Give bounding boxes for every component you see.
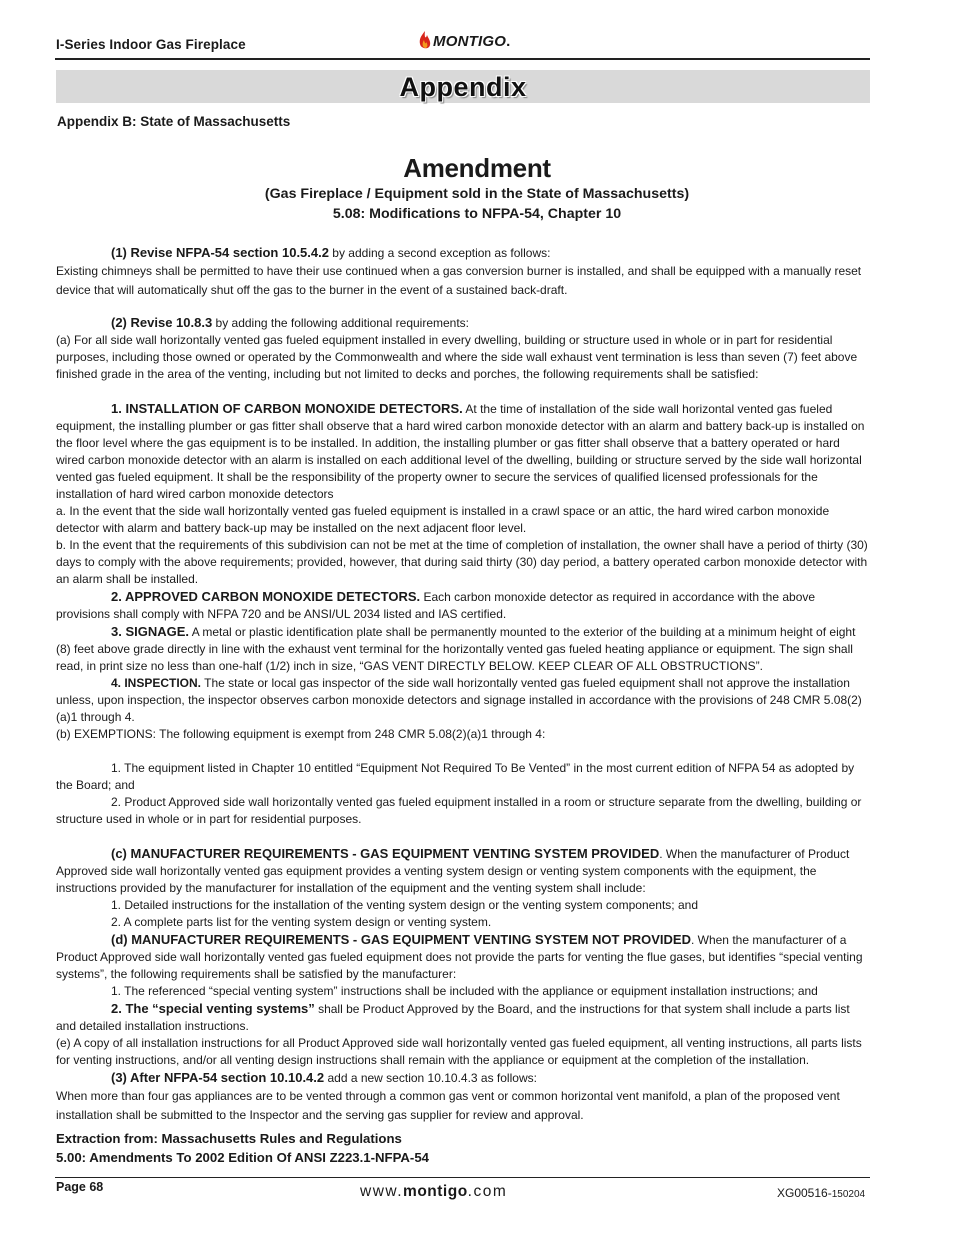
footer-divider (55, 1177, 870, 1178)
requirement-d-2: 2. The “special venting systems” shall be Product Approved by the Board, and the instructions for that system shall include a parts list and detailed installation instructions. (56, 1001, 850, 1033)
paragraph-1-body: Existing chimneys shall be permitted to have their use continued when a gas conversion burner is installed, and shall be equipped with a manually reset device that will automatically shut off the gas to the burner in the event of a sustained back-draft. (56, 264, 862, 297)
montigo-logo: MONTIGO . (418, 27, 510, 55)
exemption-2: 2. Product Approved side wall horizontally vented gas fueled equipment installed in a room or structure separate from the dwelling, building or structure used in whole or in part for residential purposes. (56, 795, 862, 826)
exemptions: (b) EXEMPTIONS: The following equipment is exempt from 248 CMR 5.08(2)(a)1 through 4: (56, 727, 546, 741)
section-1-a: a. In the event that the side wall horizontally vented gas fueled equipment is installed in a crawl space or an attic, the hard wired carbon monoxide detector with alarm and battery back-up may be installed on the next adjacent floor level. (56, 504, 830, 535)
requirement-d: (d) MANUFACTURER REQUIREMENTS - GAS EQUIPMENT VENTING SYSTEM NOT PROVIDED. When the manufacturer of a Product Approved side wall horizontally vented gas fueled equipment does not provide the parts for venting the flue gases, but identifies “special venting systems”, the following requirements shall be satisfied by the manufacturer: (56, 932, 863, 981)
paragraph-1-heading: (1) Revise NFPA-54 section 10.5.4.2 by adding a second exception as follows: (111, 245, 551, 260)
section-4: 4. INSPECTION. The state or local gas inspector of the side wall horizontally vented gas fueled equipment shall not approve the installation unless, upon inspection, the inspector observes carbon monoxide detectors and signage installed in accordance with the provisions of 248 CMR 5.08(2)(a)1 through 4. (56, 676, 862, 724)
section-1: 1. INSTALLATION OF CARBON MONOXIDE DETECTORS. At the time of installation of the side wall horizontal vented gas fueled equipment, the installing plumber or gas fitter shall observe that a hard wired carbon monoxide detector with an alarm and battery back-up is installed on the floor level where the gas equipment is to be installed. In addition, the installing plumber or gas fitter shall observe that a battery operated or hard wired carbon monoxide detector with an alarm is installed on each additional level of the dwelling, building or structure served by the side wall horizontal vented gas fueled equipment. It shall be the responsibility of the property owner to secure the services of qualified licensed professionals for the installation of hard wired carbon monoxide detectors (56, 401, 865, 501)
paragraph-3-heading: (3) After NFPA-54 section 10.10.4.2 add a new section 10.10.4.3 as follows: (111, 1070, 537, 1085)
appendix-banner (56, 70, 870, 103)
amendment-chapter: 5.08: Modifications to NFPA-54, Chapter 10 (332, 206, 622, 222)
document-number: XG00516-150204 (777, 1186, 866, 1200)
requirement-c: (c) MANUFACTURER REQUIREMENTS - GAS EQUIPMENT VENTING SYSTEM PROVIDED. When the manufacturer of Product Approved side wall horizontally vented gas equipment provides a venting system design or venting system components with the equipment, the instructions provided by the manufacturer for installation of the equipment and the venting system shall include: (56, 846, 850, 895)
exemption-1: 1. The equipment listed in Chapter 10 entitled “Equipment Not Required To Be Vented” in the most current edition of NFPA 54 as adopted by the Board; and (56, 761, 855, 792)
requirement-c-1: 1. Detailed instructions for the installation of the venting system design or the venting system components; and (111, 898, 698, 912)
paragraph-2-body: (a) For all side wall horizontally vented gas fueled equipment installed in every dwelling, building or structure used in whole or in part for residential purposes, including those owned or operated by the Commonwealth and where the side wall exhaust vent termination is less than seven (7) feet above finished grade in the area of the venting, including but not limited to decks and porches, the following requirements shall be satisfied: (56, 333, 858, 381)
paragraph-3-body: When more than four gas appliances are to be vented through a common gas vent or common horizontal vent manifold, a plan of the proposed vent installation shall be submitted to the Inspector and the serving gas supplier for review and approval. (56, 1089, 840, 1122)
page-number: Page 68 (56, 1180, 104, 1194)
logo-wordmark: MONTIGO (433, 32, 507, 50)
website-link[interactable]: www.montigo.com (360, 1183, 508, 1200)
requirement-d-1: 1. The referenced “special venting system” instructions shall be included with the appliance or equipment installation instructions; and (111, 984, 818, 998)
section-3: 3. SIGNAGE. A metal or plastic identification plate shall be permanently mounted to the exterior of the building at a minimum height of eight (8) feet above grade directly in line with the exhaust vent terminal for the horizontally vented gas fueled heating appliance or equipment. The sign shall read, in print size no less than one-half (1/2) inch in size, “GAS VENT DIRECTLY BELOW. KEEP CLEAR OF ALL OBSTRUCTIONS”. (56, 624, 856, 673)
requirement-e: (e) A copy of all installation instructions for all Product Approved side wall horizontally vented gas fueled equipment, all venting instructions, all parts lists for venting instructions, and/or all venting design instructions shall remain with the appliance or equipment at the completion of the installation. (56, 1036, 862, 1067)
banner-title: Appendix (399, 72, 527, 102)
paragraph-2-heading: (2) Revise 10.8.3 by adding the following additional requirements: (111, 315, 470, 330)
extraction-note (56, 1129, 429, 1167)
section-2: 2. APPROVED CARBON MONOXIDE DETECTORS. Each carbon monoxide detector as required in accordance with the above provisions shall comply with NFPA 720 and be ANSI/UL 2034 listed and IAS certified. (56, 589, 816, 621)
extraction-line-1: Extraction from: Massachusetts Rules and Regulations (56, 1131, 402, 1146)
amendment-title: Amendment (403, 153, 551, 183)
flame-icon (418, 30, 432, 52)
document-header-title: I-Series Indoor Gas Fireplace (56, 37, 246, 52)
header-divider (55, 58, 870, 60)
amendment-body (56, 244, 870, 1125)
requirement-c-2: 2. A complete parts list for the venting system design or venting system. (111, 915, 492, 929)
extraction-line-2: 5.00: Amendments To 2002 Edition Of ANSI Z223.1-NFPA-54 (56, 1150, 429, 1165)
section-1-b: b. In the event that the requirements of this subdivision can not be met at the time of completion of installation, the owner shall have a period of thirty (30) days to comply with the above requirements; provided, however, that during said thirty (30) day period, a battery operated carbon monoxide detector with an alarm shall be installed. (56, 538, 868, 586)
amendment-subtitle: (Gas Fireplace / Equipment sold in the State of Massachusetts) (264, 186, 690, 202)
section-title: Appendix B: State of Massachusetts (57, 114, 291, 129)
